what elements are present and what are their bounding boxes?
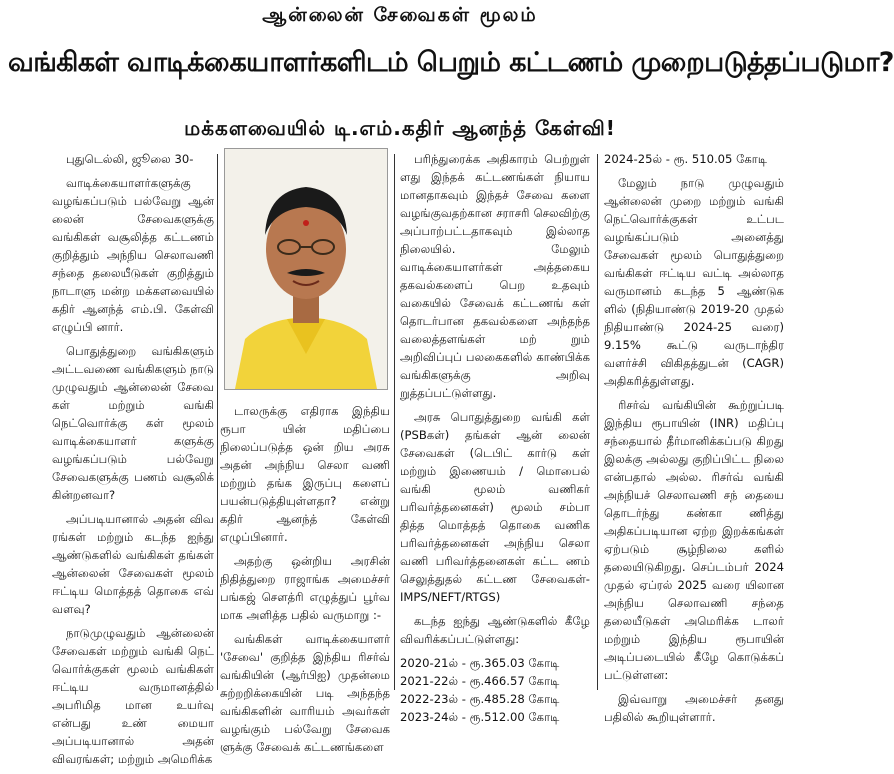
paragraph: இவ்வாறு அமைச்சர் தனது பதிலில் கூறியுள்ளார். [604, 692, 784, 724]
revenue-line: 2022-23ல் - ரூ.485.28 கோடி [400, 692, 560, 706]
paragraph: ரிசர்வ் வங்கியின் கூற்றுப்படி இந்திய ரூபாயின் (INR) மதிப்பு சந்தையால் தீர்மானிக்கப்படு கிறது இலக்கு அல்லது குறிப்பிட்ட நிலை என்பதால் அல்ல. ரிசர்வ் வங்கி அந்நியச் செலாவணி சந் தையை தொடர்ந்து கண்கா ணித்து அதிகப்படியான ஏற்ற இறக்கங்கள் ஏற்படும் சூழ்நிலை களில் தலையிடுகிறது. செப்டம்பர் 2024 முதல் ஏப்ரல் 2025 வரை யிலான அந்நிய செலாவணி சந்தை தலையீடுகள் அமெரிக்க டாலர் மற்றும் இந்திய ரூபாயின் அடிப்படையில் கீழே கொடுக்கப் பட்டுள்ளன: [604, 398, 784, 682]
paragraph: பொதுத்துறை வங்கிகளும் அட்டவணை வங்கிகளும் நாடு முழுவதும் ஆன்லைன் சேவை கள் மற்றும் வங்கி நெட்வொர்க்கு கள் மூலம் வாடிக்கையாளர் களுக்கு வழங்கப்படும் பல்வேறு சேவைகளுக்கு பணம் வசூலிக் கின்றனவா? [52, 344, 214, 502]
kicker-heading: ஆன்லைன் சேவைகள் மூலம் [262, 4, 538, 26]
headline: வங்கிகள் வாடிக்கையாளர்களிடம் பெறும் கட்டணம் முறைபடுத்தப்படுமா? [8, 47, 894, 78]
column-4 [604, 150, 784, 732]
column-divider [597, 154, 598, 690]
revenue-line: 2020-21ல் - ரூ.365.03 கோடி [400, 656, 560, 670]
column-2 [220, 402, 390, 762]
paragraph: வங்கிகள் வாடிக்கையாளர் 'சேவை' குறித்த இந்திய ரிசர்வ் வங்கியின் (ஆர்பிஐ) முதன்மை சுற்றறிக்கையின் படி அந்தந்த வங்கிகளின் வாரியம் அவர்கள் வழங்கும் பல்வேறு சேவைக ளுக்கு சேவைக் கட்டணங்களை [220, 632, 390, 754]
paragraph: டாலருக்கு எதிராக இந்திய ரூபா யின் மதிப்பை நிலைப்படுத்த ஒன் றிய அரசு அதன் அந்நிய செலா வணி மற்றும் தங்க இருப்பு களைப் பயன்படுத்தியுள்ளதா? என்று கதிர் ஆனந்த் கேள்வி எழுப்பினார். [220, 404, 390, 544]
portrait-illustration [225, 149, 387, 389]
paragraph: அதற்கு ஒன்றிய அரசின் நிதித்துறை ராஜாங்க அமைச்சர் பங்கஜ் சௌத்ரி எழுத்துப் பூர்வ மாக அளித்த பதில் வருமாறு :- [220, 554, 390, 622]
paragraph: அப்படியானால் அதன் விவ ரங்கள் மற்றும் கடந்த ஐந்து ஆண்டுகளில் வங்கிகள் தங்கள் ஆன்லைன் சேவைகள் மூலம் ஈட்டிய மொத்தத் தொகை எவ் வளவு? [52, 512, 214, 616]
paragraph: கடந்த ஐந்து ஆண்டுகளில் கீழே விவரிக்கப்பட்டுள்ளது: [400, 614, 590, 646]
paragraph: மேலும் நாடு முழுவதும் ஆன்லைன் முறை மற்றும் வங்கி நெட்வொர்க்குகள் உட்பட வழங்கப்படும் அனைத்து சேவைகள் மூலம் பொதுத்துறை வங்கிகள் ஈட்டிய வட்டி அல்லாத வருமானம் கடந்த 5 ஆண்டுக ளில் (நிதியாண்டு 2019-20 முதல் நிதியாண்டு 2024-25 வரை) 9.15% கூட்டு வருடாந்திர வளர்ச்சி விகிதத்துடன் (CAGR) அதிகரித்துள்ளது. [604, 176, 784, 388]
article-body [0, 150, 800, 766]
paragraph: வாடிக்கையாளர்களுக்கு வழங்கப்படும் பல்வேறு ஆன் லைன் சேவைகளுக்கு வங்கிகள் வசூலித்த கட்டணம் குறித்தும் அந்நிய செலாவணி சந்தை தலையீடுகள் குறித்தும் நாடாளு மன்ற மக்களவையில் கதிர் ஆனந்த் எம்.பி. கேள்வி எழுப்பி னார். [52, 176, 214, 334]
dateline: புதுடெல்லி, ஜூலை 30- [66, 152, 194, 166]
column-3 [400, 150, 590, 732]
paragraph: அரசு பொதுத்துறை வங்கி கள் (PSBகள்) தங்கள் ஆன் லைன் சேவைகள் (டெபிட் கார்டு கள் மற்றும் இணையம் / மொபைல் வங்கி மூலம் வணிகர் பரிவர்த்தனைகள்) மூலம் சம்பா தித்த மொத்தத் தொகை வணிக பரிவர்த்தனைகள் அந்நிய செலா வணி பரிவர்த்தனைகள் கட்ட ணம் செலுத்துதல் கட்டண சேவைகள்-IMPS/NEFT/RTGS) [400, 410, 590, 604]
column-1 [52, 150, 214, 774]
revenue-line: 2021-22ல் - ரூ.466.57 கோடி [400, 674, 560, 688]
revenue-line: 2023-24ல் - ரூ.512.00 கோடி [400, 710, 560, 724]
revenue-list [400, 654, 590, 726]
column-divider [217, 154, 218, 690]
paragraph: நாடுமுழுவதும் ஆன்லைன் சேவைகள் மற்றும் வங்கி நெட் வொர்க்குகள் மூலம் வங்கிகள் ஈட்டிய வருமானத்தில் அபரிமித மான உயர்வு என்பது உண் மையா அப்படியானால் அதன் விவரங்கள்; மற்றும் அமெரிக்க [52, 626, 214, 766]
subheadline: மக்களவையில் டி.எம்.கதிர் ஆனந்த் கேள்வி! [184, 116, 616, 140]
column-divider [394, 154, 395, 690]
politician-photo [224, 148, 388, 390]
revenue-line: 2024-25ல் - ரூ. 510.05 கோடி [604, 152, 768, 166]
paragraph: பரிந்துரைக்க அதிகாரம் பெற்றுள் ளது இந்தக் கட்டணங்கள் நியாய மானதாகவும் இந்தச் சேவை களை வழங்குவதற்கான சராசரி செலவிற்கு அப்பாற்பட்டதாகவும் இல்லாத நிலையில். மேலும் வாடிக்கையாளர்கள் அத்தகைய தகவல்களைப் பெற உதவும் வகையில் சேவைக் கட்டணங் கள் தொடர்பான தகவல்களை அந்தந்த வலைத்தளங்கள் மற் றும் அறிவிப்புப் பலகைகளில் காண்பிக்க வங்கிகளுக்கு அறிவு றுத்தப்பட்டுள்ளது. [400, 152, 590, 400]
